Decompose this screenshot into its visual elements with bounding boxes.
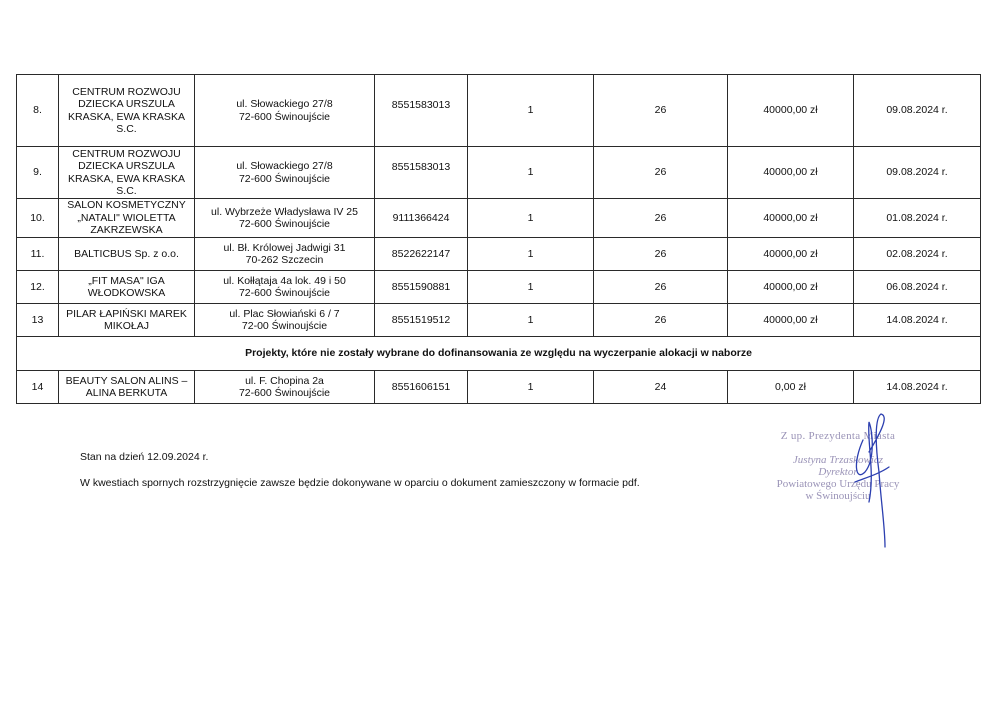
quantity-cell: 1 (468, 271, 594, 304)
row-number: 12. (17, 271, 59, 304)
nip-cell: 8551590881 (375, 271, 468, 304)
applicant-address: ul. Słowackiego 27/8 72-600 Świnoujście (195, 75, 375, 147)
table-row (17, 238, 981, 271)
score-cell: 26 (594, 304, 728, 337)
score-cell: 26 (594, 271, 728, 304)
date-cell: 02.08.2024 r. (854, 238, 981, 271)
applicant-name: CENTRUM ROZWOJU DZIECKA URSZULA KRASKA, EWA KRASKA S.C. (59, 147, 195, 199)
applicant-name: BALTICBUS Sp. z o.o. (59, 238, 195, 271)
quantity-cell: 1 (468, 147, 594, 199)
date-cell: 06.08.2024 r. (854, 271, 981, 304)
amount-cell: 40000,00 zł (728, 271, 854, 304)
date-cell: 01.08.2024 r. (854, 199, 981, 238)
score-cell: 24 (594, 371, 728, 404)
applicant-address: ul. Wybrzeże Władysława IV 25 72-600 Świnoujście (195, 199, 375, 238)
amount-cell: 0,00 zł (728, 371, 854, 404)
score-cell: 26 (594, 75, 728, 147)
status-date-note: Stan na dzień 12.09.2024 r. (80, 451, 209, 463)
date-cell: 14.08.2024 r. (854, 371, 981, 404)
amount-cell: 40000,00 zł (728, 147, 854, 199)
table-row (17, 371, 981, 404)
quantity-cell: 1 (468, 75, 594, 147)
applicant-name: SALON KOSMETYCZNY „NATALI" WIOLETTA ZAKRZEWSKA (59, 199, 195, 238)
table-row (17, 304, 981, 337)
amount-cell: 40000,00 zł (728, 199, 854, 238)
official-stamp: Z up. Prezydenta Miasta Justyna Trzaskowicz Dyrektor Powiatowego Urzędu Pracy w Świnoujściu (776, 430, 900, 502)
quantity-cell: 1 (468, 304, 594, 337)
table-row (17, 271, 981, 304)
section-header-row (17, 337, 981, 371)
quantity-cell: 1 (468, 371, 594, 404)
applicant-name: CENTRUM ROZWOJU DZIECKA URSZULA KRASKA, EWA KRASKA S.C. (59, 75, 195, 147)
score-cell: 26 (594, 147, 728, 199)
score-cell: 26 (594, 238, 728, 271)
row-number: 9. (17, 147, 59, 199)
quantity-cell: 1 (468, 199, 594, 238)
table-row (17, 147, 981, 199)
projects-table (16, 74, 981, 404)
nip-cell: 9111366424 (375, 199, 468, 238)
applicant-name: BEAUTY SALON ALINS – ALINA BERKUTA (59, 371, 195, 404)
amount-cell: 40000,00 zł (728, 75, 854, 147)
dispute-note: W kwestiach spornych rozstrzygnięcie zawsze będzie dokonywane w oparciu o dokument zamieszczony w formacie pdf. (80, 477, 640, 489)
amount-cell: 40000,00 zł (728, 238, 854, 271)
applicant-name: PILAR ŁAPIŃSKI MAREK MIKOŁAJ (59, 304, 195, 337)
quantity-cell: 1 (468, 238, 594, 271)
row-number: 13 (17, 304, 59, 337)
applicant-address: ul. Kołłątaja 4a lok. 49 i 50 72-600 Świnoujście (195, 271, 375, 304)
row-number: 10. (17, 199, 59, 238)
applicant-address: ul. Słowackiego 27/8 72-600 Świnoujście (195, 147, 375, 199)
score-cell: 26 (594, 199, 728, 238)
nip-cell: 8551583013 (375, 75, 468, 147)
nip-cell: 8551606151 (375, 371, 468, 404)
date-cell: 09.08.2024 r. (854, 75, 981, 147)
nip-cell: 8551583013 (375, 147, 468, 199)
table-row (17, 199, 981, 238)
nip-cell: 8551519512 (375, 304, 468, 337)
date-cell: 09.08.2024 r. (854, 147, 981, 199)
amount-cell: 40000,00 zł (728, 304, 854, 337)
applicant-address: ul. F. Chopina 2a 72-600 Świnoujście (195, 371, 375, 404)
applicant-name: „FIT MASA" IGA WŁODKOWSKA (59, 271, 195, 304)
row-number: 11. (17, 238, 59, 271)
table-row (17, 75, 981, 147)
row-number: 8. (17, 75, 59, 147)
applicant-address: ul. Bł. Królowej Jadwigi 31 70-262 Szczecin (195, 238, 375, 271)
date-cell: 14.08.2024 r. (854, 304, 981, 337)
section-header: Projekty, które nie zostały wybrane do dofinansowania ze względu na wyczerpanie alokacji w naborze (17, 337, 981, 371)
applicant-address: ul. Plac Słowiański 6 / 7 72-00 Świnoujście (195, 304, 375, 337)
nip-cell: 8522622147 (375, 238, 468, 271)
handwritten-signature (845, 412, 905, 552)
row-number: 14 (17, 371, 59, 404)
